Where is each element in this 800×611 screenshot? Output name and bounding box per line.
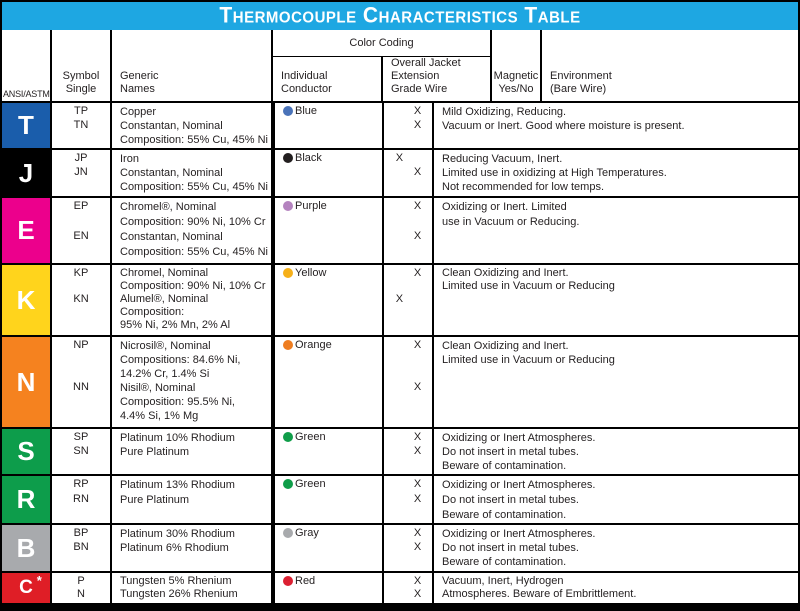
magnetic-x-no: X <box>413 381 422 393</box>
generic-name-line: Composition: 90% Ni, 10% Cr <box>120 280 266 292</box>
environment-line: Vacuum or Inert. Good where moisture is present. <box>442 120 685 132</box>
symbol-NN: NN <box>73 381 89 393</box>
generic-name-line: Constantan, Nominal <box>120 167 223 179</box>
header-generic-line1: Generic <box>120 70 159 82</box>
magnetic-x-no: X <box>413 166 422 178</box>
type-badge-N <box>2 337 52 427</box>
color-label: Orange <box>295 339 332 351</box>
environment-line: Oxidizing or Inert. Limited <box>442 201 567 213</box>
header-environment <box>542 30 798 101</box>
table-row-type-R <box>2 476 798 525</box>
generic-name-line: Platinum 6% Rhodium <box>120 542 229 554</box>
asterisk-marker: * <box>36 573 42 588</box>
environment-cell <box>434 573 798 603</box>
header-jacket-line2: Extension <box>391 70 440 82</box>
symbol-cell <box>52 525 112 571</box>
color-label: Green <box>295 431 326 443</box>
generic-name-line: Tungsten 5% Rhenium <box>120 575 232 587</box>
magnetic-x-no: X <box>413 541 422 553</box>
color-label: Black <box>295 152 322 164</box>
environment-line: Beware of contamination. <box>442 509 567 521</box>
generic-name-line: Platinum 10% Rhodium <box>120 432 235 444</box>
header-individual-conductor <box>273 57 383 101</box>
symbol-cell <box>52 103 112 148</box>
type-badge-T <box>2 103 52 148</box>
overall-jacket-cell <box>275 103 384 148</box>
magnetic-x-no: X <box>413 445 422 457</box>
generic-name-line: Composition: 55% Cu, 45% Ni <box>120 181 268 193</box>
generic-names-cell <box>112 525 273 571</box>
orange-color-entry <box>283 339 332 351</box>
type-letter: E <box>17 215 35 245</box>
generic-name-line: Constantan, Nominal <box>120 120 223 132</box>
red-color-entry <box>283 575 315 587</box>
generic-name-line: Compositions: 84.6% Ni, <box>120 354 241 366</box>
header-color-coding-group <box>273 30 492 101</box>
header-environment-line2: (Bare Wire) <box>550 83 607 95</box>
page-title: Thermocouple Characteristics Table <box>219 3 581 28</box>
environment-line: use in Vacuum or Reducing. <box>442 216 580 228</box>
generic-name-line: Constantan, Nominal <box>120 231 223 243</box>
type-letter: T <box>18 110 34 140</box>
overall-jacket-cell <box>275 265 384 335</box>
magnetic-x-no: X <box>413 200 422 212</box>
generic-names-cell <box>112 198 273 263</box>
header-symbol-line2: Single <box>65 83 97 95</box>
table-body <box>2 103 798 603</box>
header-color-coding-title: Color Coding <box>273 30 490 57</box>
magnetic-x-no: X <box>413 527 422 539</box>
magnetic-cell <box>384 337 434 427</box>
environment-cell <box>434 265 798 335</box>
table-row-type-T <box>2 103 798 150</box>
magnetic-cell <box>384 476 434 523</box>
overall-jacket-cell <box>275 476 384 523</box>
environment-line: Mild Oxidizing, Reducing. <box>442 106 567 118</box>
symbol-RN: RN <box>73 493 89 505</box>
magnetic-x-no: X <box>413 493 422 505</box>
environment-line: Vacuum, Inert, Hydrogen <box>442 575 564 587</box>
generic-name-line: 14.2% Cr, 1.4% Si <box>120 368 210 380</box>
type-badge-R <box>2 476 52 523</box>
environment-cell <box>434 198 798 263</box>
generic-names-cell <box>112 103 273 148</box>
type-letter: K <box>16 284 36 315</box>
generic-name-line: Chromel®, Nominal <box>120 201 217 213</box>
environment-line: Do not insert in metal tubes. <box>442 494 579 506</box>
magnetic-x-no: X <box>413 431 422 443</box>
black-dot-icon <box>283 153 293 163</box>
environment-line: Limited use in Vacuum or Reducing <box>442 354 615 366</box>
generic-name-line: 95% Ni, 2% Mn, 2% Al <box>120 319 231 331</box>
header-symbol-single <box>52 30 112 101</box>
environment-line: Oxidizing or Inert Atmospheres. <box>442 479 596 491</box>
magnetic-x-no: X <box>413 588 422 600</box>
purple-dot-icon <box>283 201 293 211</box>
environment-line: Beware of contamination. <box>442 460 567 472</box>
purple-color-entry <box>283 200 327 212</box>
magnetic-cell <box>384 198 434 263</box>
type-letter: N <box>16 366 36 397</box>
magnetic-cell <box>384 103 434 148</box>
magnetic-cell <box>384 150 434 196</box>
symbol-TN: TN <box>73 119 89 131</box>
table-row-type-J <box>2 150 798 198</box>
black-color-entry <box>283 152 322 164</box>
magnetic-x-no: X <box>413 267 422 279</box>
yellow-color-entry <box>283 267 326 279</box>
generic-name-line: Chromel, Nominal <box>120 267 209 279</box>
symbol-BP: BP <box>73 527 89 539</box>
gray-dot-icon <box>283 528 293 538</box>
type-letter: B <box>16 532 36 563</box>
symbol-EP: EP <box>73 200 89 212</box>
red-dot-icon <box>283 576 293 586</box>
symbol-SN: SN <box>73 445 89 457</box>
header-jacket-line1: Overall Jacket <box>391 57 461 69</box>
symbol-RP: RP <box>73 478 89 490</box>
symbol-P: P <box>77 575 85 587</box>
environment-line: Atmospheres. Beware of Embrittlement. <box>442 588 637 600</box>
header-jacket-line3: Grade Wire <box>391 83 448 95</box>
type-badge-K <box>2 265 52 335</box>
type-letter: R <box>16 484 36 514</box>
magnetic-x-no: X <box>413 339 422 351</box>
color-label: Red <box>295 575 316 587</box>
header-ansi-astm-label: ANSI/ASTM <box>3 89 50 99</box>
symbol-cell <box>52 476 112 523</box>
magnetic-x-no: X <box>413 230 422 242</box>
symbol-SP: SP <box>73 431 89 443</box>
symbol-NP: NP <box>73 339 89 351</box>
environment-line: Limited use in oxidizing at High Temperatures. <box>442 167 667 179</box>
environment-line: Oxidizing or Inert Atmospheres. <box>442 528 596 540</box>
header-color-coding-subcolumns <box>273 57 490 101</box>
type-letter: S <box>17 436 35 466</box>
symbol-cell <box>52 198 112 263</box>
generic-name-line: Tungsten 26% Rhenium <box>120 588 238 600</box>
gray-color-entry <box>283 527 319 539</box>
environment-cell <box>434 429 798 474</box>
header-overall-jacket <box>383 57 490 101</box>
yellow-dot-icon <box>283 268 293 278</box>
table-row-type-K <box>2 265 798 337</box>
magnetic-x-no: X <box>413 478 422 490</box>
symbol-cell <box>52 150 112 196</box>
generic-name-line: Alumel®, Nominal <box>120 293 209 305</box>
symbol-JN: JN <box>74 166 88 178</box>
generic-name-line: Iron <box>120 153 139 165</box>
symbol-KN: KN <box>73 293 89 305</box>
bottom-bar <box>2 603 798 609</box>
symbol-N: N <box>77 588 85 600</box>
environment-line: Clean Oxidizing and Inert. <box>442 267 569 279</box>
magnetic-x-no: X <box>413 105 422 117</box>
overall-jacket-cell <box>275 429 384 474</box>
overall-jacket-cell <box>275 573 384 603</box>
generic-names-cell <box>112 265 273 335</box>
magnetic-cell <box>384 429 434 474</box>
generic-names-cell <box>112 429 273 474</box>
header-magnetic-line1: Magnetic <box>493 70 539 82</box>
magnetic-x-yes: X <box>395 293 404 305</box>
title-banner <box>2 2 798 30</box>
symbol-BN: BN <box>73 541 89 553</box>
color-label: Purple <box>295 200 327 212</box>
environment-line: Beware of contamination. <box>442 556 567 568</box>
environment-line: Reducing Vacuum, Inert. <box>442 153 563 165</box>
table-row-type-S <box>2 429 798 476</box>
green-color-entry <box>283 431 326 443</box>
generic-names-cell <box>112 337 273 427</box>
table-row-type-B <box>2 525 798 573</box>
environment-cell <box>434 525 798 571</box>
environment-line: Do not insert in metal tubes. <box>442 446 579 458</box>
generic-names-cell <box>112 476 273 523</box>
magnetic-cell <box>384 525 434 571</box>
header-individual-line2: Conductor <box>281 83 332 95</box>
symbol-cell <box>52 429 112 474</box>
generic-name-line: 4.4% Si, 1% Mg <box>120 410 199 422</box>
generic-name-line: Pure Platinum <box>120 494 190 506</box>
magnetic-x-yes: X <box>395 152 404 164</box>
generic-name-line: Composition: 95.5% Ni, <box>120 396 235 408</box>
overall-jacket-cell <box>275 525 384 571</box>
magnetic-cell <box>384 265 434 335</box>
color-label: Blue <box>295 105 318 117</box>
generic-name-line: Platinum 30% Rhodium <box>120 528 235 540</box>
type-badge-C <box>2 573 52 603</box>
overall-jacket-cell <box>275 337 384 427</box>
environment-line: Clean Oxidizing and Inert. <box>442 340 569 352</box>
generic-name-line: Composition: 55% Cu, 45% Ni <box>120 246 268 258</box>
symbol-cell <box>52 337 112 427</box>
symbol-JP: JP <box>74 152 88 164</box>
environment-line: Not recommended for low temps. <box>442 181 605 193</box>
magnetic-x-no: X <box>413 575 422 587</box>
generic-names-cell <box>112 573 273 603</box>
environment-cell <box>434 103 798 148</box>
generic-name-line: Composition: 55% Cu, 45% Ni <box>120 134 268 146</box>
generic-name-line: Platinum 13% Rhodium <box>120 479 235 491</box>
table-header-row <box>2 30 798 103</box>
blue-color-entry <box>283 105 317 117</box>
color-label: Green <box>295 478 326 490</box>
header-individual-line1: Individual <box>281 70 328 82</box>
symbol-cell <box>52 573 112 603</box>
environment-cell <box>434 337 798 427</box>
overall-jacket-cell <box>275 150 384 196</box>
type-letter: J <box>18 157 34 188</box>
generic-name-line: Pure Platinum <box>120 446 190 458</box>
header-symbol-line1: Symbol <box>62 70 100 82</box>
environment-line: Limited use in Vacuum or Reducing <box>442 280 615 292</box>
table-row-type-E <box>2 198 798 265</box>
environment-line: Do not insert in metal tubes. <box>442 542 579 554</box>
green-dot-icon <box>283 432 293 442</box>
header-generic-line2: Names <box>120 83 155 95</box>
orange-dot-icon <box>283 340 293 350</box>
table-row-type-N <box>2 337 798 429</box>
symbol-KP: KP <box>73 267 89 279</box>
environment-cell <box>434 476 798 523</box>
header-environment-line1: Environment <box>550 70 612 82</box>
type-badge-E <box>2 198 52 263</box>
color-label: Gray <box>295 527 319 539</box>
overall-jacket-cell <box>275 198 384 263</box>
type-badge-S <box>2 429 52 474</box>
green-color-entry <box>283 478 326 490</box>
symbol-EN: EN <box>73 230 89 242</box>
magnetic-x-no: X <box>413 119 422 131</box>
generic-name-line: Composition: 90% Ni, 10% Cr <box>120 216 266 228</box>
generic-names-cell <box>112 150 273 196</box>
header-magnetic-line2: Yes/No <box>498 83 534 95</box>
header-ansi-astm <box>2 30 52 101</box>
symbol-cell <box>52 265 112 335</box>
magnetic-cell <box>384 573 434 603</box>
header-magnetic <box>492 30 542 101</box>
type-badge-J <box>2 150 52 196</box>
generic-name-line: Nicrosil®, Nominal <box>120 340 211 352</box>
blue-dot-icon <box>283 106 293 116</box>
type-letter: C * <box>19 573 42 598</box>
generic-name-line: Composition: <box>120 306 185 318</box>
environment-line: Oxidizing or Inert Atmospheres. <box>442 432 596 444</box>
green-dot-icon <box>283 479 293 489</box>
type-badge-B <box>2 525 52 571</box>
generic-name-line: Copper <box>120 106 157 118</box>
header-generic-names <box>112 30 273 101</box>
environment-cell <box>434 150 798 196</box>
symbol-TP: TP <box>73 105 89 117</box>
generic-name-line: Nisil®, Nominal <box>120 382 196 394</box>
table-row-type-C <box>2 573 798 603</box>
color-label: Yellow <box>295 267 327 279</box>
